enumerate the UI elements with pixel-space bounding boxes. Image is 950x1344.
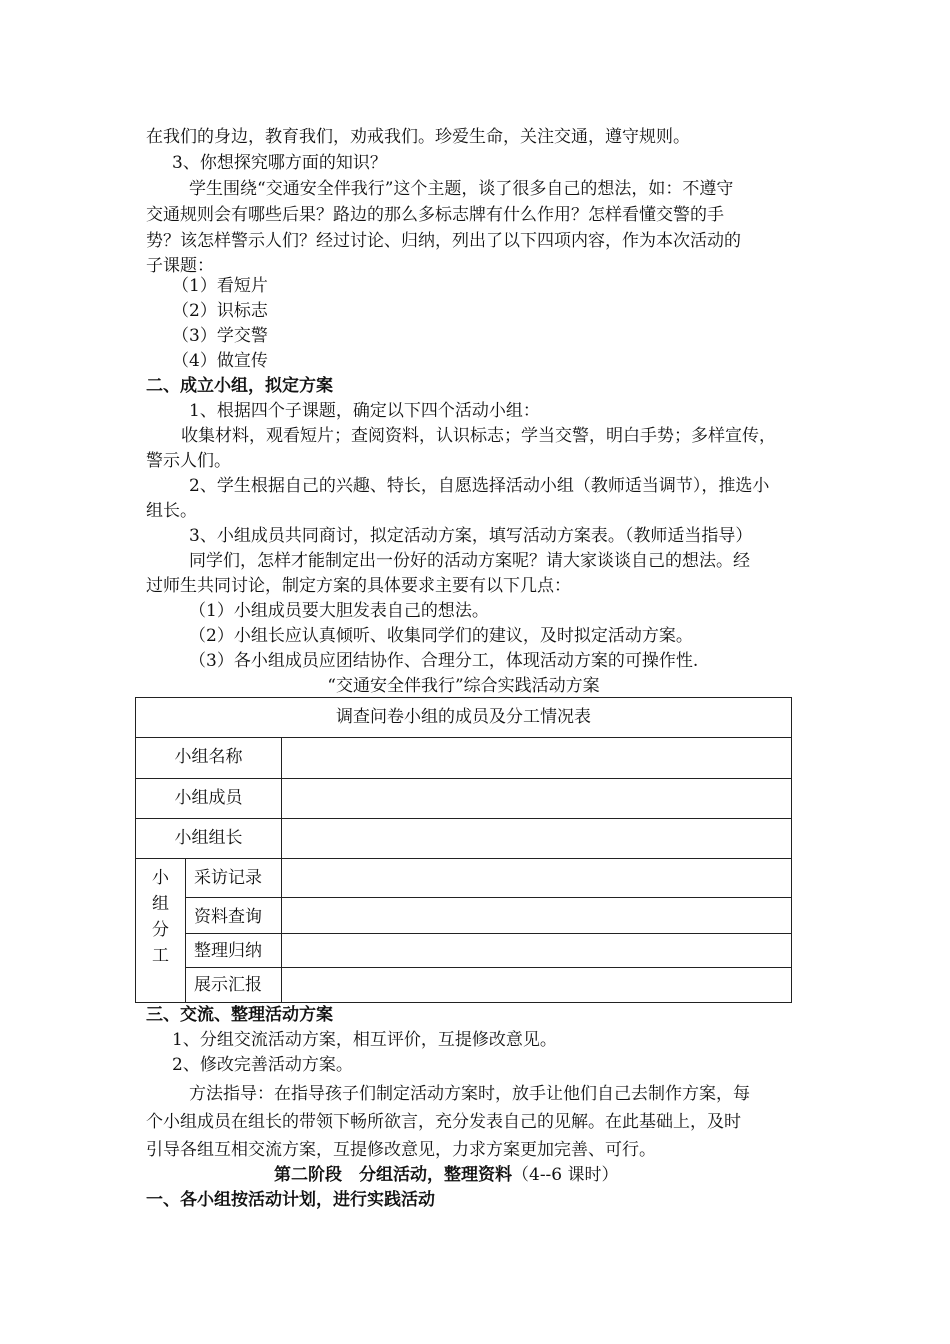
table-caption: “交通安全伴我行”综合实践活动方案 <box>327 676 600 696</box>
paragraph-line: 引导各组互相交流方案，互提修改意见，力求方案更加完善、可行。 <box>146 1140 656 1160</box>
input-cell <box>282 859 792 898</box>
table-row <box>136 779 792 819</box>
division-char: 分 <box>152 920 169 940</box>
paragraph-line: 组长。 <box>146 501 197 521</box>
stage-title-text: 第二阶段 分组活动，整理资料 <box>274 1165 512 1185</box>
stage-hours: （4--6 课时） <box>512 1165 619 1185</box>
division-label <box>136 859 186 1003</box>
input-cell <box>282 968 792 1003</box>
paragraph-line: 交通规则会有哪些后果？路边的那么多标志牌有什么作用？怎样看懂交警的手 <box>146 205 724 225</box>
paragraph-line: 警示人们。 <box>146 451 231 471</box>
subtopic-item: （1）看短片 <box>172 276 268 296</box>
paragraph-line: 在我们的身边，教育我们，劝戒我们。珍爱生命，关注交通，遵守规则。 <box>146 127 690 147</box>
paragraph-line: 个小组成员在组长的带领下畅所欲言，充分发表自己的见解。在此基础上，及时 <box>146 1112 741 1132</box>
input-cell <box>282 779 792 819</box>
table-row <box>136 898 792 934</box>
input-cell <box>282 738 792 779</box>
subtopic-item: （3）学交警 <box>172 326 268 346</box>
paragraph-line: 学生围绕“交通安全伴我行”这个主题，谈了很多自己的想法，如：不遵守 <box>189 179 734 199</box>
subtopic-item: （4）做宣传 <box>172 351 268 371</box>
paragraph-line: 2、修改完善活动方案。 <box>172 1055 353 1075</box>
row-label-members: 小组成员 <box>136 779 282 819</box>
subtopic-item: （2）识标志 <box>172 301 268 321</box>
table-row <box>136 934 792 968</box>
table-header: 调查问卷小组的成员及分工情况表 <box>136 698 792 738</box>
division-char: 组 <box>152 894 169 914</box>
requirement-item: （3）各小组成员应团结协作、合理分工，体现活动方案的可操作性. <box>189 651 699 671</box>
table-row <box>136 819 792 859</box>
paragraph-line: 收集材料，观看短片；查阅资料，认识标志；学当交警，明白手势；多样宣传， <box>181 426 776 446</box>
paragraph-line: 3、小组成员共同商讨，拟定活动方案，填写活动方案表。（教师适当指导） <box>189 526 753 546</box>
question-3: 3、你想探究哪方面的知识？ <box>172 153 387 173</box>
division-char: 小 <box>152 868 169 888</box>
paragraph-line: 同学们，怎样才能制定出一份好的活动方案呢？请大家谈谈自己的想法。经 <box>189 551 750 571</box>
task-label: 展示汇报 <box>186 968 282 1003</box>
section-heading: 二、成立小组，拟定方案 <box>146 376 333 396</box>
paragraph-line: 方法指导：在指导孩子们制定活动方案时，放手让他们自己去制作方案，每 <box>189 1084 750 1104</box>
paragraph-line: 1、分组交流活动方案，相互评价，互提修改意见。 <box>172 1030 557 1050</box>
section-heading: 三、交流、整理活动方案 <box>146 1005 333 1025</box>
task-label: 资料查询 <box>186 898 282 934</box>
input-cell <box>282 898 792 934</box>
paragraph-line: 2、学生根据自己的兴趣、特长，自愿选择活动小组（教师适当调节），推选小 <box>189 476 770 496</box>
division-char: 工 <box>152 946 169 966</box>
table-row <box>136 859 792 898</box>
table-row <box>136 698 792 738</box>
paragraph-line: 1、根据四个子课题，确定以下四个活动小组： <box>189 401 540 421</box>
paragraph-line: 势？该怎样警示人们？经过讨论、归纳，列出了以下四项内容，作为本次活动的 <box>146 231 741 251</box>
paragraph-line: 过师生共同讨论，制定方案的具体要求主要有以下几点： <box>146 576 571 596</box>
plan-table <box>135 697 792 1003</box>
row-label-group-name: 小组名称 <box>136 738 282 779</box>
table-row <box>136 968 792 1003</box>
table-row <box>136 738 792 779</box>
paragraph-line: 子课题： <box>146 256 214 276</box>
section-heading: 一、各小组按活动计划，进行实践活动 <box>146 1190 435 1210</box>
stage-title <box>274 1163 619 1187</box>
row-label-leader: 小组组长 <box>136 819 282 859</box>
requirement-item: （2）小组长应认真倾听、收集同学们的建议，及时拟定活动方案。 <box>189 626 693 646</box>
requirement-item: （1）小组成员要大胆发表自己的想法。 <box>189 601 489 621</box>
input-cell <box>282 819 792 859</box>
task-label: 采访记录 <box>186 859 282 898</box>
task-label: 整理归纳 <box>186 934 282 968</box>
input-cell <box>282 934 792 968</box>
